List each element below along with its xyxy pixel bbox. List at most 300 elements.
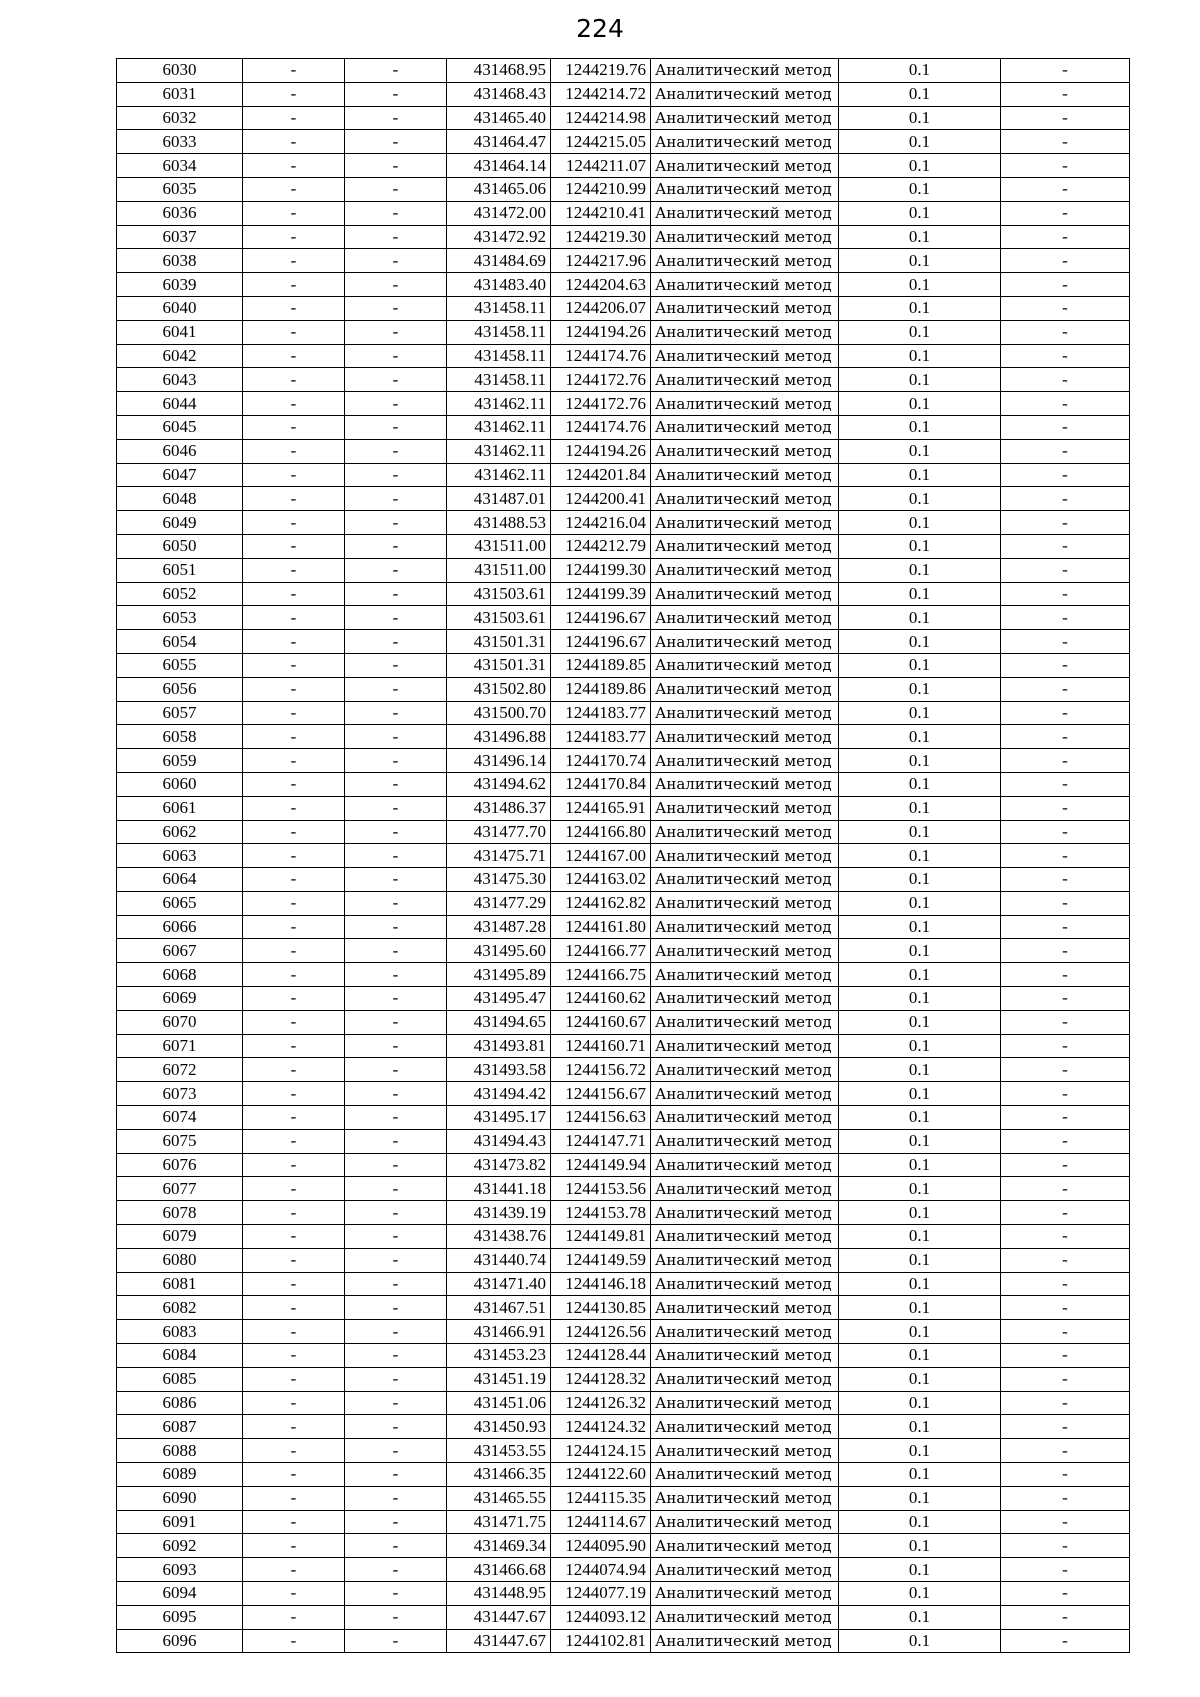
method-cell (651, 1605, 839, 1629)
row-id-cell: 6079 (117, 1225, 243, 1249)
dash-cell: - (243, 1415, 345, 1439)
row-id-cell: 6091 (117, 1510, 243, 1534)
method-text: Аналитический метод (655, 489, 832, 508)
dash-cell: - (345, 1367, 447, 1391)
table-row (117, 1486, 1130, 1510)
method-cell (651, 106, 839, 130)
dash-cell: - (345, 534, 447, 558)
value-cell: 0.1 (839, 59, 1001, 83)
dash-cell: - (345, 1582, 447, 1606)
dash-cell: - (243, 772, 345, 796)
table-row (117, 1367, 1130, 1391)
table-row (117, 868, 1130, 892)
method-cell (651, 891, 839, 915)
method-cell (651, 1272, 839, 1296)
method-cell (651, 1296, 839, 1320)
table-row (117, 59, 1130, 83)
table-row (117, 1344, 1130, 1368)
y-coordinate-cell: 1244210.41 (551, 201, 651, 225)
method-text: Аналитический метод (655, 1251, 832, 1270)
x-coordinate-cell: 431458.11 (447, 296, 551, 320)
y-coordinate-cell: 1244102.81 (551, 1629, 651, 1653)
y-coordinate-cell: 1244124.15 (551, 1439, 651, 1463)
table-row (117, 1272, 1130, 1296)
dash-cell: - (345, 1605, 447, 1629)
dash-cell: - (345, 392, 447, 416)
table-row (117, 1034, 1130, 1058)
method-cell (651, 677, 839, 701)
method-text: Аналитический метод (655, 1322, 832, 1341)
dash-cell: - (1001, 1225, 1130, 1249)
row-id-cell: 6068 (117, 963, 243, 987)
x-coordinate-cell: 431487.01 (447, 487, 551, 511)
x-coordinate-cell: 431438.76 (447, 1225, 551, 1249)
value-cell: 0.1 (839, 177, 1001, 201)
x-coordinate-cell: 431495.89 (447, 963, 551, 987)
row-id-cell: 6085 (117, 1367, 243, 1391)
dash-cell: - (1001, 1439, 1130, 1463)
method-cell (651, 1106, 839, 1130)
dash-cell: - (1001, 177, 1130, 201)
dash-cell: - (243, 1082, 345, 1106)
x-coordinate-cell: 431501.31 (447, 630, 551, 654)
dash-cell: - (1001, 154, 1130, 178)
x-coordinate-cell: 431458.11 (447, 320, 551, 344)
dash-cell: - (1001, 1391, 1130, 1415)
x-coordinate-cell: 431496.14 (447, 749, 551, 773)
method-cell (651, 963, 839, 987)
method-cell (651, 701, 839, 725)
table-row (117, 963, 1130, 987)
dash-cell: - (243, 511, 345, 535)
value-cell: 0.1 (839, 296, 1001, 320)
x-coordinate-cell: 431501.31 (447, 653, 551, 677)
y-coordinate-cell: 1244219.30 (551, 225, 651, 249)
table-row (117, 796, 1130, 820)
y-coordinate-cell: 1244130.85 (551, 1296, 651, 1320)
method-cell (651, 511, 839, 535)
value-cell: 0.1 (839, 1558, 1001, 1582)
dash-cell: - (243, 677, 345, 701)
method-cell (651, 1344, 839, 1368)
dash-cell: - (243, 59, 345, 83)
dash-cell: - (243, 963, 345, 987)
x-coordinate-cell: 431484.69 (447, 249, 551, 273)
row-id-cell: 6067 (117, 939, 243, 963)
dash-cell: - (345, 1034, 447, 1058)
dash-cell: - (345, 487, 447, 511)
dash-cell: - (1001, 130, 1130, 154)
x-coordinate-cell: 431495.17 (447, 1106, 551, 1130)
dash-cell: - (243, 891, 345, 915)
y-coordinate-cell: 1244077.19 (551, 1582, 651, 1606)
row-id-cell: 6089 (117, 1463, 243, 1487)
dash-cell: - (1001, 534, 1130, 558)
x-coordinate-cell: 431494.62 (447, 772, 551, 796)
dash-cell: - (1001, 249, 1130, 273)
table-row (117, 939, 1130, 963)
dash-cell: - (243, 606, 345, 630)
method-cell (651, 796, 839, 820)
value-cell: 0.1 (839, 653, 1001, 677)
dash-cell: - (1001, 82, 1130, 106)
row-id-cell: 6052 (117, 582, 243, 606)
row-id-cell: 6042 (117, 344, 243, 368)
value-cell: 0.1 (839, 1177, 1001, 1201)
y-coordinate-cell: 1244200.41 (551, 487, 651, 511)
y-coordinate-cell: 1244153.78 (551, 1201, 651, 1225)
method-text: Аналитический метод (655, 465, 832, 484)
method-cell (651, 177, 839, 201)
table-row (117, 273, 1130, 297)
row-id-cell: 6041 (117, 320, 243, 344)
dash-cell: - (345, 796, 447, 820)
method-cell (651, 582, 839, 606)
dash-cell: - (243, 725, 345, 749)
value-cell: 0.1 (839, 701, 1001, 725)
method-text: Аналитический метод (655, 394, 832, 413)
dash-cell: - (1001, 963, 1130, 987)
x-coordinate-cell: 431450.93 (447, 1415, 551, 1439)
dash-cell: - (345, 1320, 447, 1344)
dash-cell: - (243, 463, 345, 487)
row-id-cell: 6038 (117, 249, 243, 273)
method-cell (651, 1010, 839, 1034)
dash-cell: - (1001, 1129, 1130, 1153)
method-text: Аналитический метод (655, 1584, 832, 1603)
x-coordinate-cell: 431494.43 (447, 1129, 551, 1153)
dash-cell: - (345, 1486, 447, 1510)
method-cell (651, 1034, 839, 1058)
dash-cell: - (1001, 392, 1130, 416)
x-coordinate-cell: 431483.40 (447, 273, 551, 297)
dash-cell: - (1001, 582, 1130, 606)
x-coordinate-cell: 431453.55 (447, 1439, 551, 1463)
dash-cell: - (345, 1463, 447, 1487)
method-text: Аналитический метод (655, 1489, 832, 1508)
value-cell: 0.1 (839, 439, 1001, 463)
dash-cell: - (345, 273, 447, 297)
row-id-cell: 6077 (117, 1177, 243, 1201)
y-coordinate-cell: 1244170.74 (551, 749, 651, 773)
dash-cell: - (243, 1129, 345, 1153)
x-coordinate-cell: 431487.28 (447, 915, 551, 939)
method-cell (651, 1486, 839, 1510)
value-cell: 0.1 (839, 534, 1001, 558)
coordinates-table (116, 58, 1130, 1653)
row-id-cell: 6053 (117, 606, 243, 630)
row-id-cell: 6072 (117, 1058, 243, 1082)
row-id-cell: 6033 (117, 130, 243, 154)
y-coordinate-cell: 1244174.76 (551, 415, 651, 439)
method-cell (651, 82, 839, 106)
method-text: Аналитический метод (655, 1608, 832, 1627)
row-id-cell: 6075 (117, 1129, 243, 1153)
value-cell: 0.1 (839, 106, 1001, 130)
y-coordinate-cell: 1244204.63 (551, 273, 651, 297)
value-cell: 0.1 (839, 273, 1001, 297)
value-cell: 0.1 (839, 868, 1001, 892)
dash-cell: - (243, 320, 345, 344)
row-id-cell: 6083 (117, 1320, 243, 1344)
table-row (117, 1320, 1130, 1344)
y-coordinate-cell: 1244215.05 (551, 130, 651, 154)
y-coordinate-cell: 1244147.71 (551, 1129, 651, 1153)
dash-cell: - (1001, 1201, 1130, 1225)
x-coordinate-cell: 431465.40 (447, 106, 551, 130)
method-cell (651, 1082, 839, 1106)
value-cell: 0.1 (839, 487, 1001, 511)
y-coordinate-cell: 1244146.18 (551, 1272, 651, 1296)
dash-cell: - (345, 177, 447, 201)
value-cell: 0.1 (839, 1439, 1001, 1463)
dash-cell: - (1001, 487, 1130, 511)
method-cell (651, 534, 839, 558)
table-row (117, 582, 1130, 606)
value-cell: 0.1 (839, 1415, 1001, 1439)
method-text: Аналитический метод (655, 656, 832, 675)
table-row (117, 368, 1130, 392)
method-text: Аналитический метод (655, 1060, 832, 1079)
row-id-cell: 6094 (117, 1582, 243, 1606)
method-text: Аналитический метод (655, 918, 832, 937)
dash-cell: - (243, 344, 345, 368)
dash-cell: - (1001, 653, 1130, 677)
table-row (117, 177, 1130, 201)
dash-cell: - (1001, 868, 1130, 892)
y-coordinate-cell: 1244126.32 (551, 1391, 651, 1415)
method-cell (651, 915, 839, 939)
x-coordinate-cell: 431475.30 (447, 868, 551, 892)
dash-cell: - (1001, 368, 1130, 392)
method-text: Аналитический метод (655, 132, 832, 151)
dash-cell: - (243, 1486, 345, 1510)
value-cell: 0.1 (839, 320, 1001, 344)
x-coordinate-cell: 431441.18 (447, 1177, 551, 1201)
row-id-cell: 6071 (117, 1034, 243, 1058)
row-id-cell: 6076 (117, 1153, 243, 1177)
value-cell: 0.1 (839, 987, 1001, 1011)
table-row (117, 225, 1130, 249)
dash-cell: - (345, 963, 447, 987)
value-cell: 0.1 (839, 511, 1001, 535)
table-row (117, 653, 1130, 677)
x-coordinate-cell: 431511.00 (447, 534, 551, 558)
value-cell: 0.1 (839, 796, 1001, 820)
y-coordinate-cell: 1244163.02 (551, 868, 651, 892)
dash-cell: - (1001, 1486, 1130, 1510)
table-row (117, 1248, 1130, 1272)
x-coordinate-cell: 431472.92 (447, 225, 551, 249)
value-cell: 0.1 (839, 1201, 1001, 1225)
x-coordinate-cell: 431458.11 (447, 368, 551, 392)
method-cell (651, 59, 839, 83)
row-id-cell: 6049 (117, 511, 243, 535)
method-text: Аналитический метод (655, 370, 832, 389)
dash-cell: - (345, 749, 447, 773)
dash-cell: - (243, 1106, 345, 1130)
dash-cell: - (243, 249, 345, 273)
dash-cell: - (243, 534, 345, 558)
method-text: Аналитический метод (655, 1132, 832, 1151)
method-text: Аналитический метод (655, 680, 832, 699)
method-text: Аналитический метод (655, 61, 832, 80)
method-text: Аналитический метод (655, 513, 832, 532)
row-id-cell: 6055 (117, 653, 243, 677)
dash-cell: - (243, 273, 345, 297)
table-row (117, 1629, 1130, 1653)
dash-cell: - (345, 558, 447, 582)
dash-cell: - (1001, 1510, 1130, 1534)
x-coordinate-cell: 431475.71 (447, 844, 551, 868)
table-row (117, 677, 1130, 701)
value-cell: 0.1 (839, 1010, 1001, 1034)
dash-cell: - (243, 1225, 345, 1249)
y-coordinate-cell: 1244189.86 (551, 677, 651, 701)
method-text: Аналитический метод (655, 1370, 832, 1389)
table-row (117, 749, 1130, 773)
dash-cell: - (243, 487, 345, 511)
method-cell (651, 844, 839, 868)
y-coordinate-cell: 1244165.91 (551, 796, 651, 820)
dash-cell: - (1001, 439, 1130, 463)
x-coordinate-cell: 431488.53 (447, 511, 551, 535)
row-id-cell: 6062 (117, 820, 243, 844)
dash-cell: - (1001, 1106, 1130, 1130)
y-coordinate-cell: 1244162.82 (551, 891, 651, 915)
value-cell: 0.1 (839, 1582, 1001, 1606)
dash-cell: - (243, 1010, 345, 1034)
dash-cell: - (345, 82, 447, 106)
dash-cell: - (345, 1344, 447, 1368)
value-cell: 0.1 (839, 725, 1001, 749)
table-row (117, 1605, 1130, 1629)
method-text: Аналитический метод (655, 799, 832, 818)
row-id-cell: 6088 (117, 1439, 243, 1463)
method-text: Аналитический метод (655, 1631, 832, 1650)
table-row (117, 701, 1130, 725)
method-cell (651, 1153, 839, 1177)
table-row (117, 891, 1130, 915)
dash-cell: - (345, 1534, 447, 1558)
y-coordinate-cell: 1244128.32 (551, 1367, 651, 1391)
value-cell: 0.1 (839, 1106, 1001, 1130)
method-cell (651, 130, 839, 154)
y-coordinate-cell: 1244128.44 (551, 1344, 651, 1368)
dash-cell: - (345, 368, 447, 392)
value-cell: 0.1 (839, 1248, 1001, 1272)
y-coordinate-cell: 1244149.81 (551, 1225, 651, 1249)
y-coordinate-cell: 1244194.26 (551, 439, 651, 463)
x-coordinate-cell: 431503.61 (447, 582, 551, 606)
dash-cell: - (1001, 201, 1130, 225)
table-row (117, 154, 1130, 178)
method-cell (651, 439, 839, 463)
dash-cell: - (1001, 1153, 1130, 1177)
value-cell: 0.1 (839, 606, 1001, 630)
row-id-cell: 6060 (117, 772, 243, 796)
row-id-cell: 6034 (117, 154, 243, 178)
table-row (117, 820, 1130, 844)
value-cell: 0.1 (839, 130, 1001, 154)
dash-cell: - (243, 368, 345, 392)
row-id-cell: 6039 (117, 273, 243, 297)
table-row (117, 511, 1130, 535)
method-text: Аналитический метод (655, 1536, 832, 1555)
method-cell (651, 225, 839, 249)
method-cell (651, 1129, 839, 1153)
method-cell (651, 463, 839, 487)
y-coordinate-cell: 1244194.26 (551, 320, 651, 344)
dash-cell: - (1001, 701, 1130, 725)
dash-cell: - (243, 987, 345, 1011)
dash-cell: - (345, 106, 447, 130)
dash-cell: - (345, 772, 447, 796)
method-cell (651, 1463, 839, 1487)
dash-cell: - (1001, 1463, 1130, 1487)
x-coordinate-cell: 431453.23 (447, 1344, 551, 1368)
value-cell: 0.1 (839, 1605, 1001, 1629)
method-text: Аналитический метод (655, 751, 832, 770)
x-coordinate-cell: 431496.88 (447, 725, 551, 749)
dash-cell: - (1001, 1010, 1130, 1034)
dash-cell: - (243, 558, 345, 582)
row-id-cell: 6093 (117, 1558, 243, 1582)
dash-cell: - (1001, 820, 1130, 844)
y-coordinate-cell: 1244196.67 (551, 606, 651, 630)
table-row (117, 1463, 1130, 1487)
method-cell (651, 1248, 839, 1272)
value-cell: 0.1 (839, 201, 1001, 225)
x-coordinate-cell: 431466.35 (447, 1463, 551, 1487)
dash-cell: - (243, 915, 345, 939)
table-row (117, 1201, 1130, 1225)
method-cell (651, 749, 839, 773)
row-id-cell: 6095 (117, 1605, 243, 1629)
x-coordinate-cell: 431462.11 (447, 392, 551, 416)
method-text: Аналитический метод (655, 1227, 832, 1246)
row-id-cell: 6092 (117, 1534, 243, 1558)
method-cell (651, 1510, 839, 1534)
method-text: Аналитический метод (655, 156, 832, 175)
table-row (117, 1391, 1130, 1415)
dash-cell: - (243, 868, 345, 892)
dash-cell: - (243, 749, 345, 773)
y-coordinate-cell: 1244124.32 (551, 1415, 651, 1439)
method-text: Аналитический метод (655, 1156, 832, 1175)
row-id-cell: 6086 (117, 1391, 243, 1415)
dash-cell: - (1001, 725, 1130, 749)
method-cell (651, 725, 839, 749)
dash-cell: - (1001, 1415, 1130, 1439)
method-text: Аналитический метод (655, 822, 832, 841)
y-coordinate-cell: 1244161.80 (551, 915, 651, 939)
table-row (117, 439, 1130, 463)
x-coordinate-cell: 431472.00 (447, 201, 551, 225)
x-coordinate-cell: 431439.19 (447, 1201, 551, 1225)
value-cell: 0.1 (839, 772, 1001, 796)
method-text: Аналитический метод (655, 1203, 832, 1222)
table-row (117, 1106, 1130, 1130)
y-coordinate-cell: 1244214.72 (551, 82, 651, 106)
row-id-cell: 6035 (117, 177, 243, 201)
method-cell (651, 368, 839, 392)
row-id-cell: 6044 (117, 392, 243, 416)
table-row (117, 725, 1130, 749)
method-cell (651, 320, 839, 344)
dash-cell: - (345, 1106, 447, 1130)
dash-cell: - (1001, 225, 1130, 249)
